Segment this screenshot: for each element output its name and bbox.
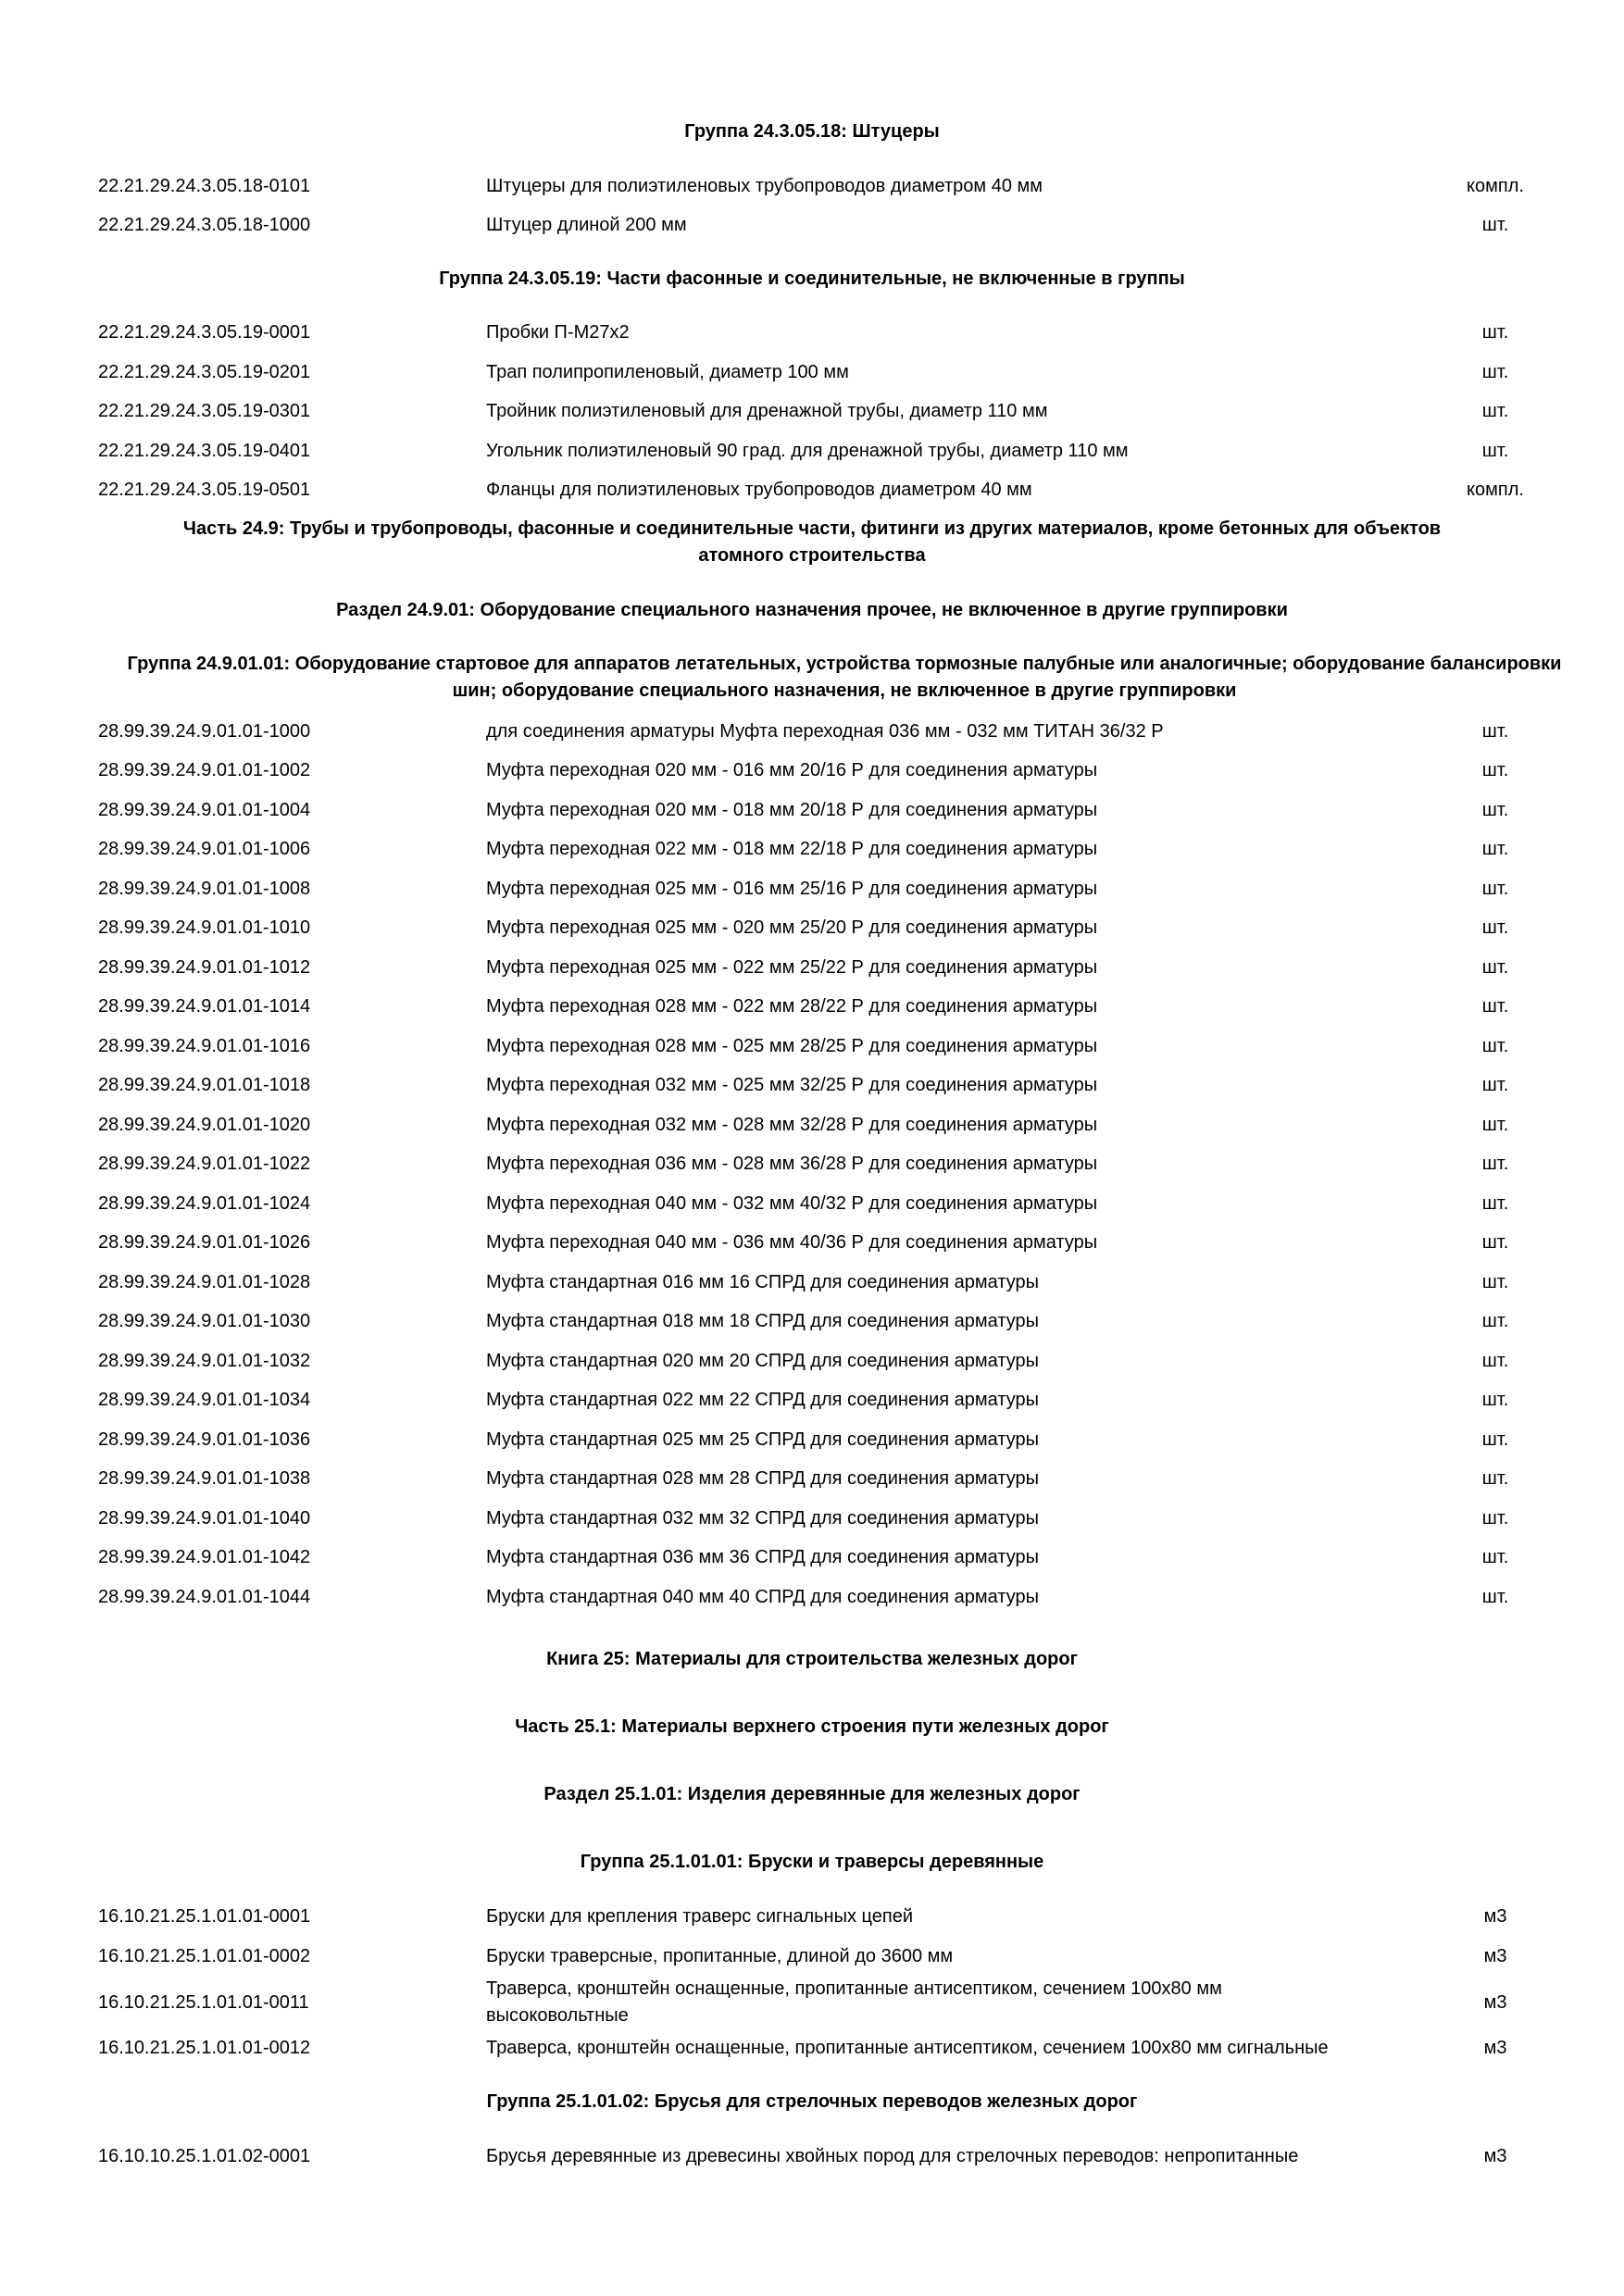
row-unit: шт. [1481,996,1509,1017]
row-name: Муфта стандартная 018 мм 18 СПРД для соединения арматуры [486,1311,1040,1331]
row-name: Муфта стандартная 025 мм 25 СПРД для соединения арматуры [486,1429,1040,1450]
group-heading: Группа 25.1.01.01: Бруски и траверсы деревянные [580,1852,1044,1872]
row-name: Муфта переходная 022 мм - 018 мм 22/18 Р для соединения арматуры [486,839,1098,859]
row-unit: шт. [1481,1311,1509,1331]
row-name: Траверса, кронштейн оснащенные, пропитанные антисептиком, сечением 100х80 мм сигнальные [486,2038,1329,2058]
row-unit: шт. [1481,215,1509,235]
row-code: 28.99.39.24.9.01.01-1028 [98,1272,311,1292]
row-unit: шт. [1481,1351,1509,1371]
row-name: Угольник полиэтиленовый 90 град. для дренажной трубы, диаметр 110 мм [486,441,1129,461]
row-code: 22.21.29.24.3.05.18-1000 [98,215,311,235]
row-unit: м3 [1483,2038,1507,2058]
row-unit: м3 [1483,1906,1507,1927]
book-heading: Книга 25: Материалы для строительства железных дорог [546,1649,1078,1669]
row-name: Штуцер длиной 200 мм [486,215,687,235]
row-code: 16.10.10.25.1.01.02-0001 [98,2146,311,2166]
row-name: Брусья деревянные из древесины хвойных пород для стрелочных переводов: непропитанные [486,2146,1299,2166]
row-name: Муфта переходная 025 мм - 016 мм 25/16 Р для соединения арматуры [486,879,1098,899]
row-unit: шт. [1481,1272,1509,1292]
row-unit: м3 [1483,2146,1507,2166]
row-code: 16.10.21.25.1.01.01-0012 [98,2038,311,2058]
row-unit: шт. [1481,1390,1509,1410]
row-name: Муфта переходная 040 мм - 036 мм 40/36 Р для соединения арматуры [486,1232,1098,1253]
row-unit: шт. [1481,957,1509,978]
row-code: 28.99.39.24.9.01.01-1000 [98,721,311,742]
row-code: 28.99.39.24.9.01.01-1036 [98,1429,311,1450]
group-heading: Группа 24.3.05.19: Части фасонные и соединительные, не включенные в группы [439,268,1185,289]
part-heading: Часть 24.9: Трубы и трубопроводы, фасонные и соединительные части, фитинги из других материалов, кроме бетонных для объектов атомного строительства [182,518,1442,566]
row-unit: шт. [1481,721,1509,742]
row-name: Муфта переходная 020 мм - 018 мм 20/18 Р для соединения арматуры [486,800,1098,820]
row-name: Муфта стандартная 036 мм 36 СПРД для соединения арматуры [486,1547,1040,1567]
row-name: Муфта переходная 028 мм - 025 мм 28/25 Р для соединения арматуры [486,1036,1098,1056]
row-unit: шт. [1481,1587,1509,1607]
group-heading: Группа 24.9.01.01: Оборудование стартовое для аппаратов летательных, устройства тормозные палубные или аналогичные; оборудование балансировки шин; оборудование специального назначения, не включенное в другие группировки [127,654,1562,701]
row-code: 28.99.39.24.9.01.01-1034 [98,1390,311,1410]
row-name: Муфта переходная 036 мм - 028 мм 36/28 Р для соединения арматуры [486,1154,1098,1174]
row-code: 28.99.39.24.9.01.01-1038 [98,1468,311,1489]
row-name: Муфта стандартная 016 мм 16 СПРД для соединения арматуры [486,1272,1040,1292]
row-unit: шт. [1481,1468,1509,1489]
row-name: Муфта переходная 020 мм - 016 мм 20/16 Р для соединения арматуры [486,760,1098,780]
row-code: 28.99.39.24.9.01.01-1042 [98,1547,311,1567]
row-name: для соединения арматуры Муфта переходная 036 мм - 032 мм ТИТАН 36/32 Р [486,721,1164,742]
row-name: Муфта стандартная 040 мм 40 СПРД для соединения арматуры [486,1587,1040,1607]
row-code: 28.99.39.24.9.01.01-1026 [98,1232,311,1253]
part-heading: Часть 25.1: Материалы верхнего строения пути железных дорог [515,1716,1109,1737]
row-code: 28.99.39.24.9.01.01-1022 [98,1154,311,1174]
row-name: Муфта стандартная 032 мм 32 СПРД для соединения арматуры [486,1508,1040,1529]
row-code: 28.99.39.24.9.01.01-1018 [98,1075,311,1095]
row-name: Муфта переходная 032 мм - 025 мм 32/25 Р для соединения арматуры [486,1075,1098,1095]
row-name: Бруски траверсные, пропитанные, длиной до 3600 мм [486,1946,954,1966]
row-code: 22.21.29.24.3.05.19-0401 [98,441,311,461]
row-name: Муфта стандартная 022 мм 22 СПРД для соединения арматуры [486,1390,1040,1410]
section-heading: Раздел 24.9.01: Оборудование специального назначения прочее, не включенное в другие группировки [336,600,1288,620]
row-unit: шт. [1481,1508,1509,1529]
row-name: Траверса, кронштейн оснащенные, пропитанные антисептиком, сечением 100х80 мм высоковольтные [486,1978,1222,2026]
row-name: Муфта переходная 028 мм - 022 мм 28/22 Р для соединения арматуры [486,996,1098,1017]
row-name: Штуцеры для полиэтиленовых трубопроводов диаметром 40 мм [486,176,1043,196]
row-unit: шт. [1481,1036,1509,1056]
row-unit: шт. [1481,800,1509,820]
row-code: 28.99.39.24.9.01.01-1010 [98,917,311,938]
row-code: 28.99.39.24.9.01.01-1016 [98,1036,311,1056]
row-name: Фланцы для полиэтиленовых трубопроводов диаметром 40 мм [486,480,1032,500]
row-code: 28.99.39.24.9.01.01-1044 [98,1587,311,1607]
row-code: 28.99.39.24.9.01.01-1008 [98,879,311,899]
row-code: 22.21.29.24.3.05.19-0301 [98,401,311,421]
row-unit: шт. [1481,1115,1509,1135]
row-code: 22.21.29.24.3.05.19-0501 [98,480,311,500]
row-unit: шт. [1481,1429,1509,1450]
row-code: 22.21.29.24.3.05.18-0101 [98,176,311,196]
row-unit: шт. [1481,401,1509,421]
section-heading: Раздел 25.1.01: Изделия деревянные для железных дорог [543,1784,1081,1804]
row-code: 16.10.21.25.1.01.01-0011 [98,1992,309,2013]
row-code: 28.99.39.24.9.01.01-1024 [98,1193,311,1214]
row-unit: шт. [1481,322,1509,343]
row-unit: шт. [1481,441,1509,461]
row-unit: м3 [1483,1992,1507,2013]
row-name: Муфта стандартная 020 мм 20 СПРД для соединения арматуры [486,1351,1040,1371]
row-name: Бруски для крепления траверс сигнальных цепей [486,1906,914,1927]
row-code: 28.99.39.24.9.01.01-1040 [98,1508,311,1529]
row-unit: компл. [1467,480,1524,500]
row-unit: шт. [1481,879,1509,899]
row-name: Муфта переходная 025 мм - 020 мм 25/20 Р для соединения арматуры [486,917,1098,938]
row-name: Муфта переходная 040 мм - 032 мм 40/32 Р для соединения арматуры [486,1193,1098,1214]
group-heading: Группа 25.1.01.02: Брусья для стрелочных переводов железных дорог [486,2091,1138,2112]
row-name: Пробки П-М27х2 [486,322,630,343]
row-code: 28.99.39.24.9.01.01-1030 [98,1311,311,1331]
row-code: 16.10.21.25.1.01.01-0001 [98,1906,311,1927]
row-name: Муфта стандартная 028 мм 28 СПРД для соединения арматуры [486,1468,1040,1489]
group-heading: Группа 24.3.05.18: Штуцеры [684,121,940,142]
row-unit: шт. [1481,1232,1509,1253]
row-code: 28.99.39.24.9.01.01-1006 [98,839,311,859]
row-code: 22.21.29.24.3.05.19-0201 [98,362,311,382]
row-unit: шт. [1481,1154,1509,1174]
row-code: 28.99.39.24.9.01.01-1012 [98,957,311,978]
row-unit: шт. [1481,1547,1509,1567]
row-name: Муфта переходная 032 мм - 028 мм 32/28 Р для соединения арматуры [486,1115,1098,1135]
row-code: 22.21.29.24.3.05.19-0001 [98,322,311,343]
row-code: 28.99.39.24.9.01.01-1032 [98,1351,311,1371]
row-unit: шт. [1481,917,1509,938]
row-unit: шт. [1481,839,1509,859]
row-name: Муфта переходная 025 мм - 022 мм 25/22 Р для соединения арматуры [486,957,1098,978]
row-unit: шт. [1481,362,1509,382]
row-code: 28.99.39.24.9.01.01-1004 [98,800,311,820]
row-code: 16.10.21.25.1.01.01-0002 [98,1946,311,1966]
row-unit: компл. [1467,176,1524,196]
row-code: 28.99.39.24.9.01.01-1002 [98,760,311,780]
row-code: 28.99.39.24.9.01.01-1020 [98,1115,311,1135]
row-unit: шт. [1481,1075,1509,1095]
row-name: Тройник полиэтиленовый для дренажной трубы, диаметр 110 мм [486,401,1048,421]
row-code: 28.99.39.24.9.01.01-1014 [98,996,311,1017]
row-unit: шт. [1481,760,1509,780]
row-unit: м3 [1483,1946,1507,1966]
row-unit: шт. [1481,1193,1509,1214]
row-name: Трап полипропиленовый, диаметр 100 мм [486,362,849,382]
